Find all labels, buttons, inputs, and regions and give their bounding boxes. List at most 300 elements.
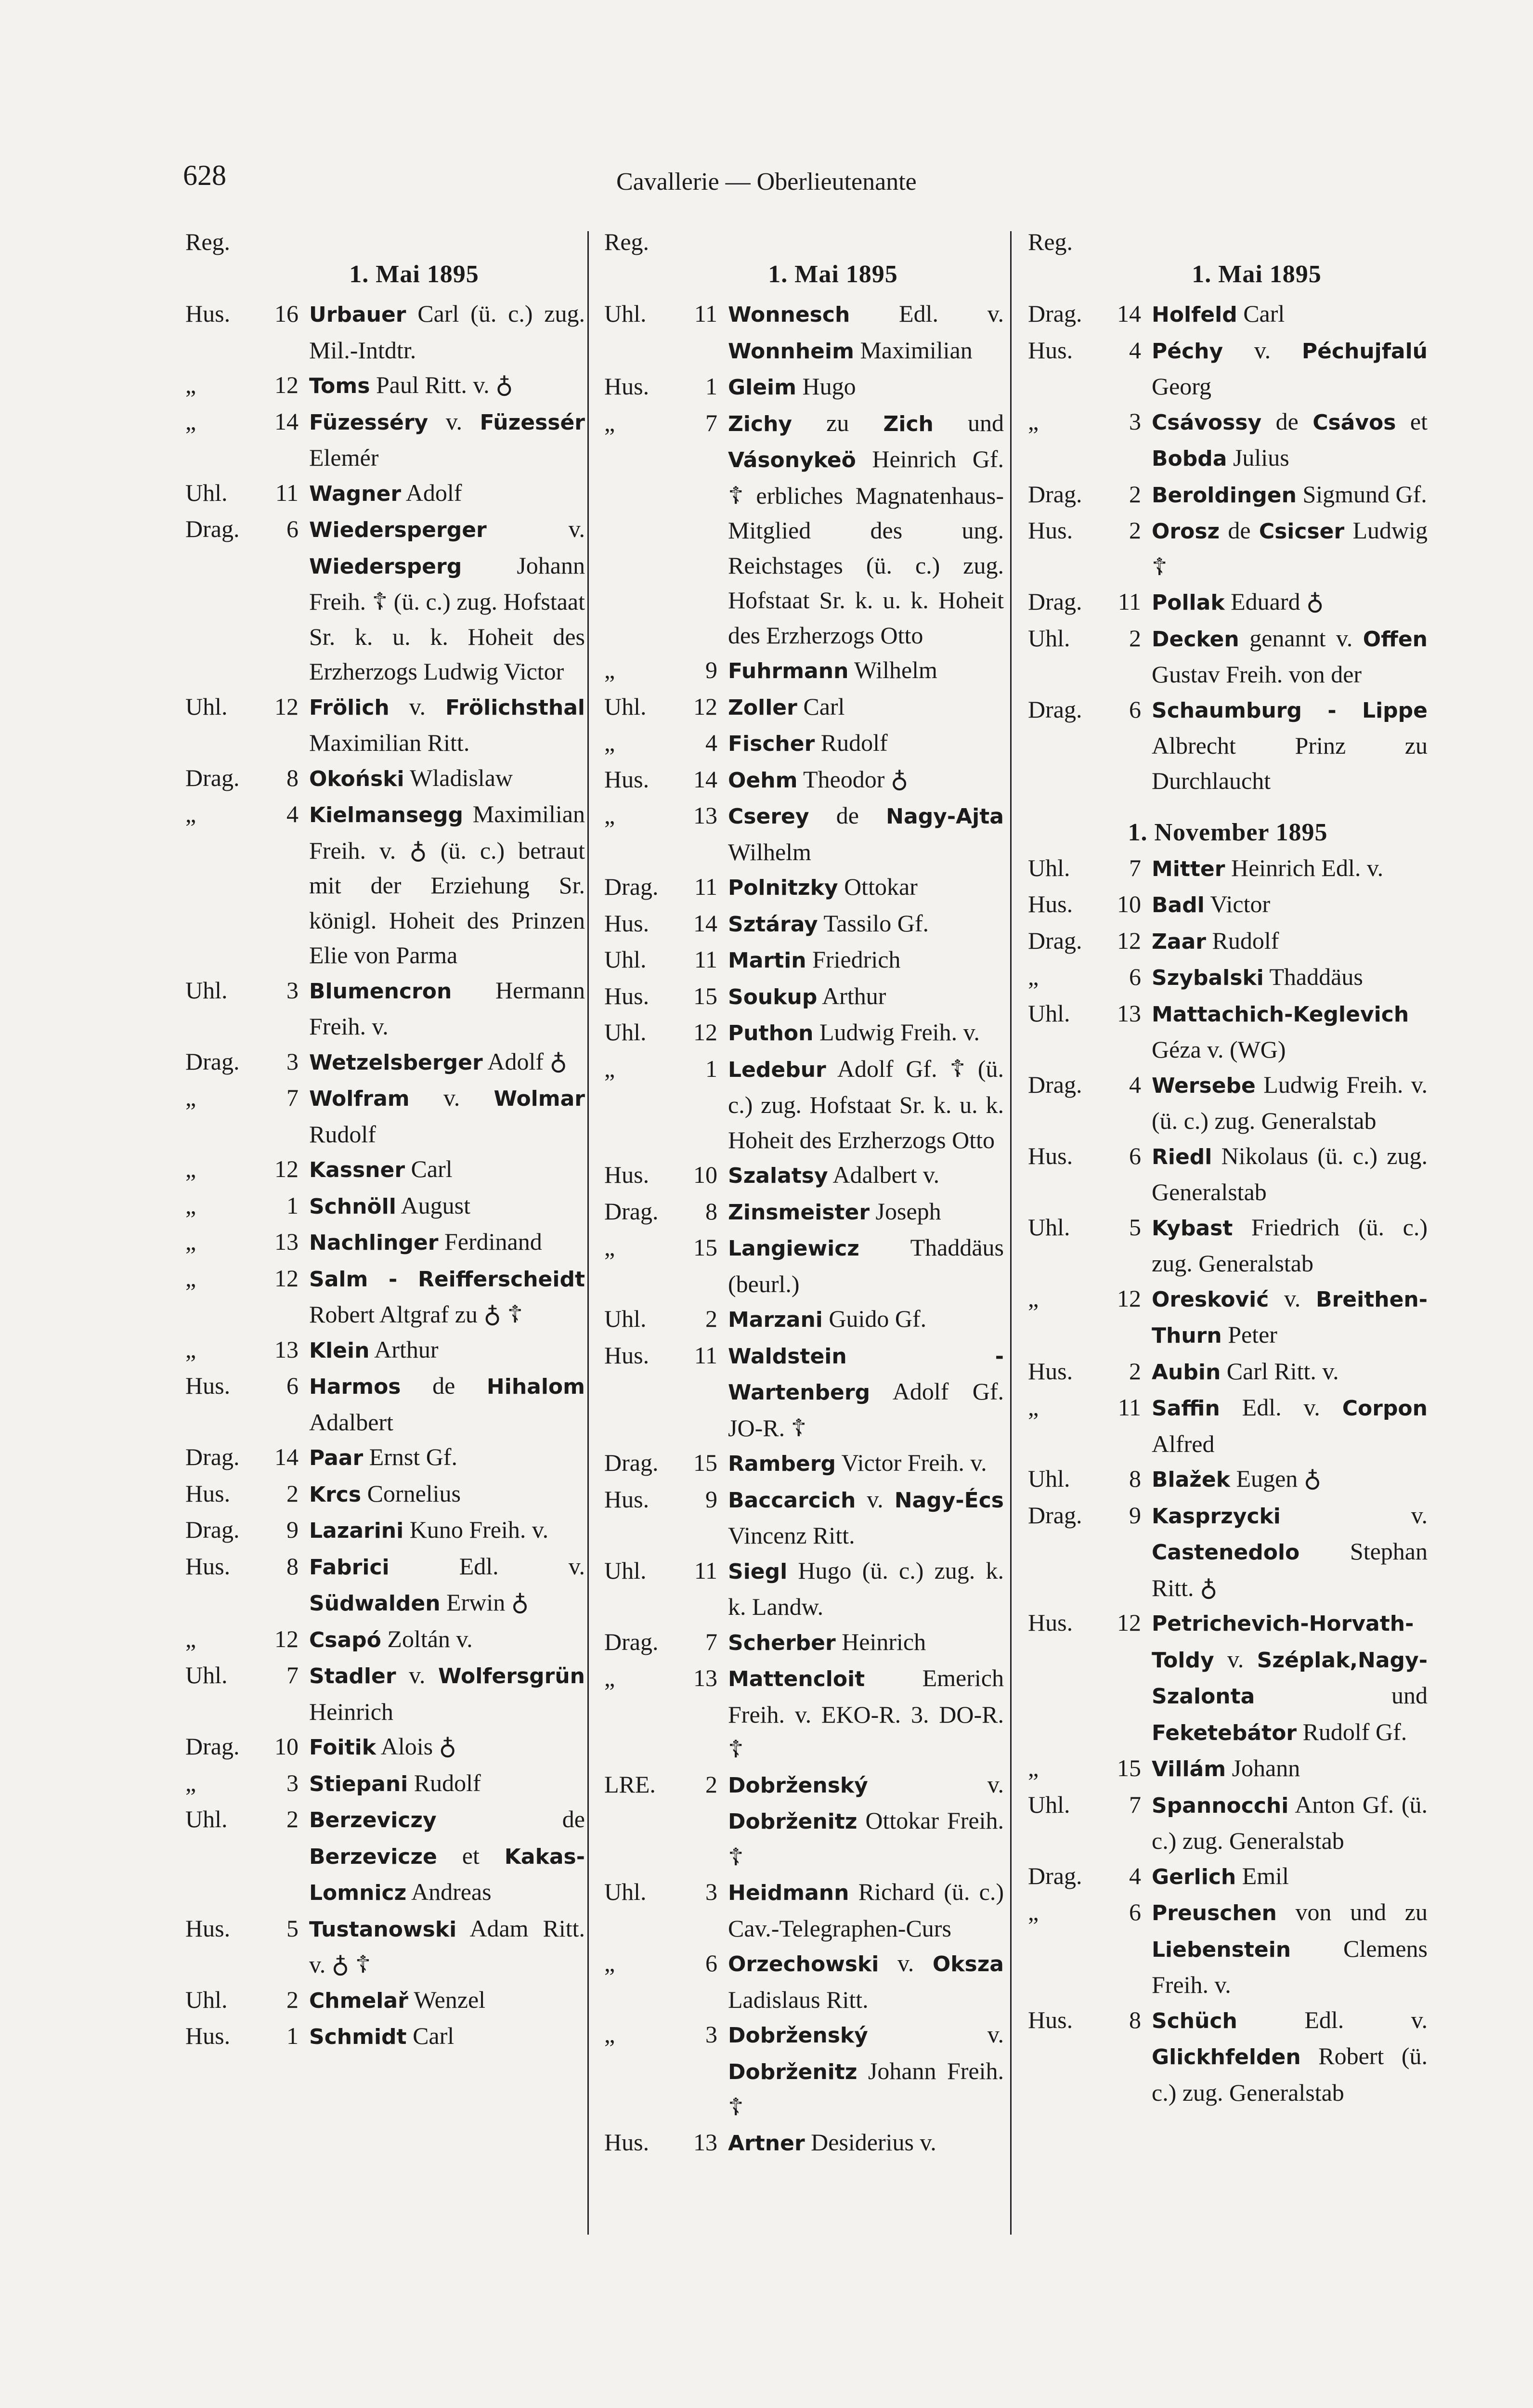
regiment-number: 16 bbox=[274, 300, 299, 327]
regiment-number: 12 bbox=[274, 693, 299, 720]
officer-name: Chmelař Wenzel bbox=[309, 1986, 486, 2013]
regiment-number: 6 bbox=[1129, 963, 1141, 990]
regiment-number: 8 bbox=[705, 1197, 717, 1225]
regiment-type: „ bbox=[185, 1335, 196, 1363]
regiment-number: 14 bbox=[693, 909, 717, 937]
regiment-type: Uhl. bbox=[1028, 1791, 1070, 1818]
regiment-type: Hus. bbox=[185, 300, 231, 327]
section-heading: 1. November 1895 bbox=[1128, 819, 1328, 846]
officer-name: Orzechowski v. Oksza Ladislaus Ritt. bbox=[728, 1950, 1004, 2013]
regiment-type: Hus. bbox=[604, 765, 650, 793]
officer-name: Zoller Carl bbox=[728, 693, 845, 720]
officer-name: Schnöll August bbox=[309, 1191, 471, 1219]
regiment-type: „ bbox=[185, 407, 196, 435]
list-item bbox=[604, 1482, 1004, 1553]
officer-name: Beroldingen Sigmund Gf. bbox=[1152, 480, 1427, 508]
list-item bbox=[1028, 1605, 1428, 1751]
regiment-type: Drag. bbox=[1028, 1071, 1082, 1098]
column-1 bbox=[185, 228, 585, 2055]
list-item bbox=[1028, 404, 1428, 477]
officer-name: Riedl Nikolaus (ü. c.) zug. Generalstab bbox=[1152, 1142, 1428, 1205]
officer-name: Ledebur Adolf Gf. ☦ (ü. c.) zug. Hofstaat Sr. k. u. k. Hoheit des Erzherzogs Otto bbox=[728, 1055, 1004, 1153]
regiment-number: 6 bbox=[286, 515, 299, 542]
officer-name: Toms Paul Ritt. v. ♁ bbox=[309, 371, 513, 398]
regiment-number: 15 bbox=[693, 1234, 717, 1261]
regiment-number: 3 bbox=[286, 1769, 299, 1796]
officer-name: Péchy v. Péchujfalú Georg bbox=[1152, 336, 1428, 400]
officer-name: Klein Arthur bbox=[309, 1335, 439, 1363]
regiment-number: 12 bbox=[693, 1019, 717, 1046]
list-item bbox=[185, 760, 585, 797]
regiment-number: 11 bbox=[694, 873, 717, 900]
regiment-number: 14 bbox=[274, 407, 299, 435]
list-item bbox=[604, 1051, 1004, 1158]
regiment-type: Hus. bbox=[1028, 1609, 1073, 1636]
regiment-type: Uhl. bbox=[185, 1806, 228, 1832]
regiment-type: Drag. bbox=[1028, 1862, 1082, 1889]
regiment-type: Uhl. bbox=[1028, 624, 1070, 652]
regiment-type: Uhl. bbox=[604, 946, 647, 973]
list-item bbox=[185, 1549, 585, 1622]
regiment-number: 12 bbox=[274, 1264, 299, 1292]
entry-list bbox=[604, 296, 1004, 2161]
officer-name: Baccarcich v. Nagy-Écs Vincenz Ritt. bbox=[728, 1485, 1004, 1549]
regiment-type: Hus. bbox=[1028, 1142, 1073, 1169]
list-item bbox=[1028, 513, 1428, 584]
list-item bbox=[604, 979, 1004, 1015]
list-item bbox=[604, 906, 1004, 942]
regiment-number: 7 bbox=[1129, 1791, 1141, 1818]
entry-list bbox=[1028, 851, 1428, 2110]
regiment-number: 11 bbox=[694, 946, 717, 973]
regiment-type: Hus. bbox=[185, 1372, 231, 1399]
regiment-number: 5 bbox=[1129, 1213, 1141, 1241]
list-item bbox=[604, 2017, 1004, 2125]
regiment-type: „ bbox=[604, 729, 615, 756]
list-item bbox=[185, 475, 585, 512]
regiment-type: Uhl. bbox=[604, 693, 647, 720]
list-item bbox=[1028, 1787, 1428, 1858]
regiment-number: 1 bbox=[705, 1055, 717, 1082]
officer-name: Szalatsy Adalbert v. bbox=[728, 1161, 940, 1188]
regiment-number: 13 bbox=[274, 1228, 299, 1255]
list-item bbox=[604, 1767, 1004, 1875]
list-item bbox=[185, 1982, 585, 2019]
regiment-number: 7 bbox=[286, 1662, 299, 1688]
list-item bbox=[185, 1622, 585, 1658]
date-heading: 1. Mai 1895 bbox=[768, 261, 898, 288]
list-item bbox=[1028, 1139, 1428, 1210]
regiment-type: Hus. bbox=[1028, 336, 1073, 364]
column-divider bbox=[587, 231, 589, 2235]
entry-list bbox=[185, 296, 585, 2055]
regiment-type: Uhl. bbox=[1028, 854, 1070, 881]
officer-name: Urbauer Carl (ü. c.) zug. Mil.-Intdtr. bbox=[309, 300, 585, 364]
officer-name: Puthon Ludwig Freih. v. bbox=[728, 1019, 980, 1046]
regiment-type: Uhl. bbox=[1028, 1465, 1070, 1492]
list-item bbox=[185, 973, 585, 1044]
regiment-type: Hus. bbox=[185, 1914, 231, 1942]
regiment-type: „ bbox=[1028, 407, 1039, 435]
list-item bbox=[1028, 1210, 1428, 1281]
regiment-number: 7 bbox=[705, 409, 717, 436]
list-item bbox=[1028, 887, 1428, 923]
list-item bbox=[604, 762, 1004, 798]
officer-name: Polnitzky Ottokar bbox=[728, 873, 918, 900]
regiment-number: 10 bbox=[274, 1733, 299, 1760]
regiment-type: Hus. bbox=[604, 2128, 650, 2156]
regiment-number: 2 bbox=[286, 1479, 299, 1507]
officer-name: Heidmann Richard (ü. c.) Cav.-Telegraphen-Curs bbox=[728, 1878, 1004, 1942]
officer-name: Gerlich Emil bbox=[1152, 1862, 1289, 1889]
regiment-number: 12 bbox=[693, 693, 717, 720]
list-item bbox=[604, 1445, 1004, 1482]
regiment-type: Drag. bbox=[185, 1047, 240, 1075]
officer-name: Villám Johann bbox=[1152, 1754, 1300, 1781]
regiment-type: „ bbox=[604, 1234, 615, 1261]
regiment-number: 2 bbox=[1129, 624, 1141, 652]
regiment-type: „ bbox=[604, 2021, 615, 2048]
list-item bbox=[604, 798, 1004, 869]
list-item bbox=[185, 1080, 585, 1152]
list-item bbox=[604, 1015, 1004, 1051]
regiment-number: 12 bbox=[274, 371, 299, 398]
regiment-type: „ bbox=[604, 1950, 615, 1976]
officer-name: Artner Desiderius v. bbox=[728, 2128, 936, 2156]
list-item bbox=[604, 1946, 1004, 2017]
regiment-number: 1 bbox=[286, 2022, 299, 2049]
officer-name: Wiedersperger v. Wiedersperg Johann Freih. ☦ (ü. c.) zug. Hofstaat Sr. k. u. k. Hoheit des Erzherzogs Ludwig Victor bbox=[309, 515, 585, 685]
list-item bbox=[185, 1658, 585, 1729]
list-item bbox=[1028, 621, 1428, 692]
regiment-number: 3 bbox=[286, 976, 299, 1004]
regiment-type: Hus. bbox=[604, 373, 650, 400]
list-item bbox=[185, 1476, 585, 1513]
list-item bbox=[185, 1152, 585, 1188]
regiment-type: „ bbox=[185, 1264, 196, 1292]
officer-name: Frölich v. Frölichsthal Maximilian Ritt. bbox=[309, 693, 585, 756]
list-item bbox=[185, 2018, 585, 2055]
list-item bbox=[185, 1332, 585, 1369]
list-item bbox=[1028, 1498, 1428, 1606]
list-item bbox=[1028, 959, 1428, 996]
officer-name: Krcs Cornelius bbox=[309, 1479, 461, 1507]
regiment-type: Hus. bbox=[185, 2022, 231, 2049]
list-item bbox=[604, 869, 1004, 906]
list-item bbox=[1028, 1858, 1428, 1895]
regiment-type: Uhl. bbox=[185, 479, 228, 506]
regiment-type: Drag. bbox=[1028, 588, 1082, 615]
officer-name: Soukup Arthur bbox=[728, 982, 886, 1009]
list-item bbox=[1028, 851, 1428, 887]
list-item bbox=[1028, 1751, 1428, 1787]
regiment-number: 11 bbox=[275, 479, 299, 506]
regiment-number: 14 bbox=[693, 765, 717, 793]
officer-name: Orosz de Csicser Ludwig ☦ bbox=[1152, 517, 1428, 580]
list-item bbox=[1028, 692, 1428, 798]
list-item bbox=[185, 1224, 585, 1261]
officer-name: Cserey de Nagy-Ajta Wilhelm bbox=[728, 802, 1004, 865]
regiment-type: Drag. bbox=[185, 515, 240, 542]
officer-name: Wonnesch Edl. v. Wonnheim Maximilian bbox=[728, 300, 1004, 364]
regiment-number: 8 bbox=[1129, 2006, 1141, 2033]
regiment-number: 7 bbox=[705, 1628, 717, 1655]
regiment-number: 4 bbox=[1129, 1071, 1141, 1098]
regiment-type: Drag. bbox=[1028, 927, 1082, 954]
list-item bbox=[185, 296, 585, 367]
regiment-number: 14 bbox=[1117, 300, 1141, 327]
officer-name: Petrichevich-Horvath-Toldy v. Széplak,Nagy-Szalonta und Feketebátor Rudolf Gf. bbox=[1152, 1611, 1428, 1745]
officer-name: Pollak Eduard ♁ bbox=[1152, 588, 1324, 615]
regiment-number: 2 bbox=[1129, 480, 1141, 508]
regiment-number: 5 bbox=[286, 1914, 299, 1942]
officer-name: Lazarini Kuno Freih. v. bbox=[309, 1516, 549, 1543]
officer-name: Wersebe Ludwig Freih. v. (ü. c.) zug. Generalstab bbox=[1152, 1071, 1428, 1134]
regiment-number: 12 bbox=[274, 1625, 299, 1652]
list-item bbox=[185, 1440, 585, 1476]
regiment-number: 8 bbox=[286, 1552, 299, 1580]
list-item bbox=[1028, 477, 1428, 513]
regiment-number: 3 bbox=[705, 1878, 717, 1905]
officer-name: Fischer Rudolf bbox=[728, 729, 888, 756]
officer-name: Ramberg Victor Freih. v. bbox=[728, 1449, 987, 1476]
officer-name: Fabrici Edl. v. Südwalden Erwin ♁ bbox=[309, 1552, 585, 1616]
regiment-number: 12 bbox=[1117, 1609, 1141, 1636]
regiment-number: 11 bbox=[694, 1341, 717, 1369]
page-header bbox=[183, 159, 1001, 207]
officer-name: Füzesséry v. Füzessér Elemér bbox=[309, 407, 585, 471]
regiment-type: Hus. bbox=[604, 1485, 650, 1513]
regiment-type: „ bbox=[185, 800, 196, 827]
officer-name: Fuhrmann Wilhelm bbox=[728, 656, 937, 683]
regiment-number: 2 bbox=[286, 1806, 299, 1832]
officer-name: Zinsmeister Joseph bbox=[728, 1197, 941, 1225]
regiment-type: „ bbox=[185, 1625, 196, 1652]
regiment-type: Hus. bbox=[604, 1161, 650, 1188]
regiment-type: Uhl. bbox=[604, 1557, 647, 1584]
list-item bbox=[604, 1301, 1004, 1338]
regiment-number: 9 bbox=[705, 1485, 717, 1513]
regiment-type: „ bbox=[604, 802, 615, 829]
regiment-number: 2 bbox=[286, 1986, 299, 2013]
regiment-number: 9 bbox=[286, 1516, 299, 1543]
regiment-number: 10 bbox=[693, 1161, 717, 1188]
regiment-number: 3 bbox=[286, 1047, 299, 1075]
regiment-number: 6 bbox=[1129, 1142, 1141, 1169]
list-item bbox=[1028, 1067, 1428, 1139]
list-item bbox=[185, 1802, 585, 1911]
regiment-type: Drag. bbox=[604, 1628, 659, 1655]
officer-name: Oehm Theodor ♁ bbox=[728, 765, 909, 793]
list-item bbox=[604, 1874, 1004, 1946]
regiment-number: 1 bbox=[286, 1191, 299, 1219]
regiment-type: „ bbox=[185, 371, 196, 398]
regiment-number: 15 bbox=[693, 982, 717, 1009]
officer-name: Stadler v. Wolfersgrün Heinrich bbox=[309, 1662, 585, 1725]
officer-name: Salm - Reifferscheidt Robert Altgraf zu ♁ ☦ bbox=[309, 1267, 585, 1328]
regiment-number: 11 bbox=[694, 1557, 717, 1584]
list-item bbox=[604, 2125, 1004, 2161]
officer-name: Kassner Carl bbox=[309, 1155, 453, 1182]
regiment-type: Hus. bbox=[1028, 2006, 1073, 2033]
regiment-type: Uhl. bbox=[604, 300, 647, 327]
regiment-number: 8 bbox=[1129, 1465, 1141, 1492]
regiment-type: „ bbox=[1028, 1284, 1039, 1312]
column-divider bbox=[1010, 231, 1012, 2235]
regiment-type: Hus. bbox=[185, 1552, 231, 1580]
officer-name: Nachlinger Ferdinand bbox=[309, 1228, 542, 1255]
officer-name: Oresković v. Breithen-Thurn Peter bbox=[1152, 1284, 1428, 1348]
regiment-number: 12 bbox=[1117, 927, 1141, 954]
list-item bbox=[1028, 333, 1428, 404]
regiment-type: Hus. bbox=[1028, 890, 1073, 917]
officer-name: Wolfram v. Wolmar Rudolf bbox=[309, 1084, 585, 1148]
list-item bbox=[185, 1188, 585, 1225]
regiment-number: 13 bbox=[693, 802, 717, 829]
regiment-type: Uhl. bbox=[185, 693, 228, 720]
regiment-number: 6 bbox=[1129, 1898, 1141, 1925]
officer-name: Wetzelsberger Adolf ♁ bbox=[309, 1047, 568, 1075]
list-item bbox=[185, 1766, 585, 1802]
regiment-number: 13 bbox=[693, 1664, 717, 1691]
regiment-number: 4 bbox=[286, 800, 299, 827]
officer-name: Waldstein - Wartenberg Adolf Gf. JO-R. ☦ bbox=[728, 1344, 1004, 1441]
regiment-type: Hus. bbox=[604, 1341, 650, 1369]
list-item bbox=[185, 1512, 585, 1549]
regiment-number: 15 bbox=[1117, 1754, 1141, 1781]
list-item bbox=[604, 369, 1004, 406]
regiment-type: „ bbox=[604, 1664, 615, 1691]
list-item bbox=[185, 367, 585, 404]
list-item bbox=[185, 1261, 585, 1332]
regiment-type: Uhl. bbox=[185, 976, 228, 1004]
running-title: Cavallerie — Oberlieutenante bbox=[616, 168, 917, 196]
officer-name: Martin Friedrich bbox=[728, 946, 901, 973]
regiment-type: Hus. bbox=[1028, 517, 1073, 544]
officer-name: Badl Victor bbox=[1152, 890, 1271, 917]
list-item bbox=[604, 725, 1004, 762]
column-3 bbox=[1028, 228, 1428, 2110]
regiment-type: Hus. bbox=[604, 909, 650, 937]
list-item bbox=[185, 1368, 585, 1440]
list-item bbox=[1028, 1895, 1428, 2002]
list-item bbox=[185, 1911, 585, 1982]
regiment-number: 2 bbox=[705, 1770, 717, 1798]
officer-name: Mattachich-Keglevich Géza v. (WG) bbox=[1152, 1002, 1409, 1063]
regiment-type: „ bbox=[604, 1055, 615, 1082]
officer-name: Schmidt Carl bbox=[309, 2022, 455, 2049]
officer-name: Mattencloit Emerich Freih. v. EKO-R. 3. DO-R. ☦ bbox=[728, 1664, 1004, 1763]
officer-name: Langiewicz Thaddäus (beurl.) bbox=[728, 1234, 1004, 1297]
list-item bbox=[604, 653, 1004, 689]
date-heading: 1. Mai 1895 bbox=[1192, 261, 1322, 288]
regiment-number: 2 bbox=[1129, 1357, 1141, 1385]
regiment-number: 8 bbox=[286, 764, 299, 791]
regiment-type: Uhl. bbox=[1028, 1213, 1070, 1241]
page-number: 628 bbox=[183, 159, 226, 191]
list-item bbox=[1028, 296, 1428, 333]
list-item bbox=[185, 404, 585, 475]
regiment-number: 9 bbox=[705, 656, 717, 683]
officer-name: Holfeld Carl bbox=[1152, 300, 1285, 327]
regiment-type: „ bbox=[1028, 963, 1039, 990]
officer-name: Foitik Alois ♁ bbox=[309, 1733, 457, 1760]
officer-name: Szybalski Thaddäus bbox=[1152, 963, 1363, 990]
officer-name: Csávossy de Csávos et Bobda Julius bbox=[1152, 407, 1428, 471]
regiment-type: Uhl. bbox=[604, 1305, 647, 1332]
regiment-number: 2 bbox=[705, 1305, 717, 1332]
regiment-type: Drag. bbox=[604, 1197, 659, 1225]
list-item bbox=[1028, 996, 1428, 1067]
regiment-type: „ bbox=[1028, 1898, 1039, 1925]
list-item bbox=[1028, 1390, 1428, 1461]
regiment-type: Hus. bbox=[1028, 1357, 1073, 1385]
regiment-type: „ bbox=[1028, 1754, 1039, 1781]
list-item bbox=[1028, 584, 1428, 621]
officer-name: Dobrženský v. Dobrženitz Johann Freih. ☦ bbox=[728, 2021, 1004, 2120]
officer-name: Harmos de Hihalom Adalbert bbox=[309, 1372, 585, 1436]
regiment-type: Uhl. bbox=[604, 1019, 647, 1046]
regiment-number: 7 bbox=[1129, 854, 1141, 881]
regiment-number: 12 bbox=[1117, 1284, 1141, 1312]
regiment-type: „ bbox=[185, 1155, 196, 1182]
officer-name: Schaumburg - Lippe Albrecht Prinz zu Durchlaucht bbox=[1152, 698, 1428, 794]
regiment-number: 11 bbox=[694, 300, 717, 327]
list-item bbox=[185, 689, 585, 760]
officer-name: Kybast Friedrich (ü. c.) zug. Generalstab bbox=[1152, 1213, 1428, 1277]
list-item bbox=[604, 689, 1004, 726]
officer-name: Zaar Rudolf bbox=[1152, 927, 1279, 954]
officer-name: Gleim Hugo bbox=[728, 373, 856, 400]
officer-name: Blažek Eugen ♁ bbox=[1152, 1465, 1322, 1492]
regiment-number: 4 bbox=[1129, 1862, 1141, 1889]
officer-name: Spannocchi Anton Gf. (ü. c.) zug. Generalstab bbox=[1152, 1791, 1428, 1854]
regiment-number: 3 bbox=[1129, 407, 1141, 435]
regiment-number: 14 bbox=[274, 1443, 299, 1470]
regiment-number: 10 bbox=[1117, 890, 1141, 917]
officer-name: Scherber Heinrich bbox=[728, 1628, 926, 1655]
regiment-type: Drag. bbox=[604, 1449, 659, 1476]
list-item bbox=[604, 406, 1004, 653]
list-item bbox=[604, 1338, 1004, 1446]
officer-name: Sztáray Tassilo Gf. bbox=[728, 909, 929, 937]
list-item bbox=[604, 1661, 1004, 1767]
regiment-type: „ bbox=[1028, 1394, 1039, 1421]
list-item bbox=[604, 296, 1004, 369]
reg-label: Reg. bbox=[185, 228, 231, 255]
list-item bbox=[604, 1157, 1004, 1194]
officer-name: Tustanowski Adam Ritt. v. ♁ ☦ bbox=[309, 1914, 585, 1978]
regiment-number: 1 bbox=[705, 373, 717, 400]
regiment-number: 15 bbox=[693, 1449, 717, 1476]
column-2 bbox=[604, 228, 1004, 2161]
regiment-type: Drag. bbox=[1028, 1501, 1082, 1529]
regiment-number: 12 bbox=[274, 1155, 299, 1182]
entry-list bbox=[1028, 296, 1428, 798]
officer-name: Decken genannt v. Offen Gustav Freih. von der bbox=[1152, 624, 1428, 688]
officer-name: Okoński Wladislaw bbox=[309, 764, 513, 791]
officer-name: Stiepani Rudolf bbox=[309, 1769, 481, 1796]
officer-name: Wagner Adolf bbox=[309, 479, 462, 506]
regiment-number: 4 bbox=[1129, 336, 1141, 364]
list-item bbox=[1028, 923, 1428, 960]
list-item bbox=[185, 797, 585, 973]
date-heading: 1. Mai 1895 bbox=[349, 261, 479, 288]
regiment-type: Drag. bbox=[185, 1443, 240, 1470]
regiment-type: Uhl. bbox=[185, 1662, 228, 1688]
reg-label: Reg. bbox=[1028, 228, 1073, 255]
officer-name: Blumencron Hermann Freih. v. bbox=[309, 976, 585, 1040]
